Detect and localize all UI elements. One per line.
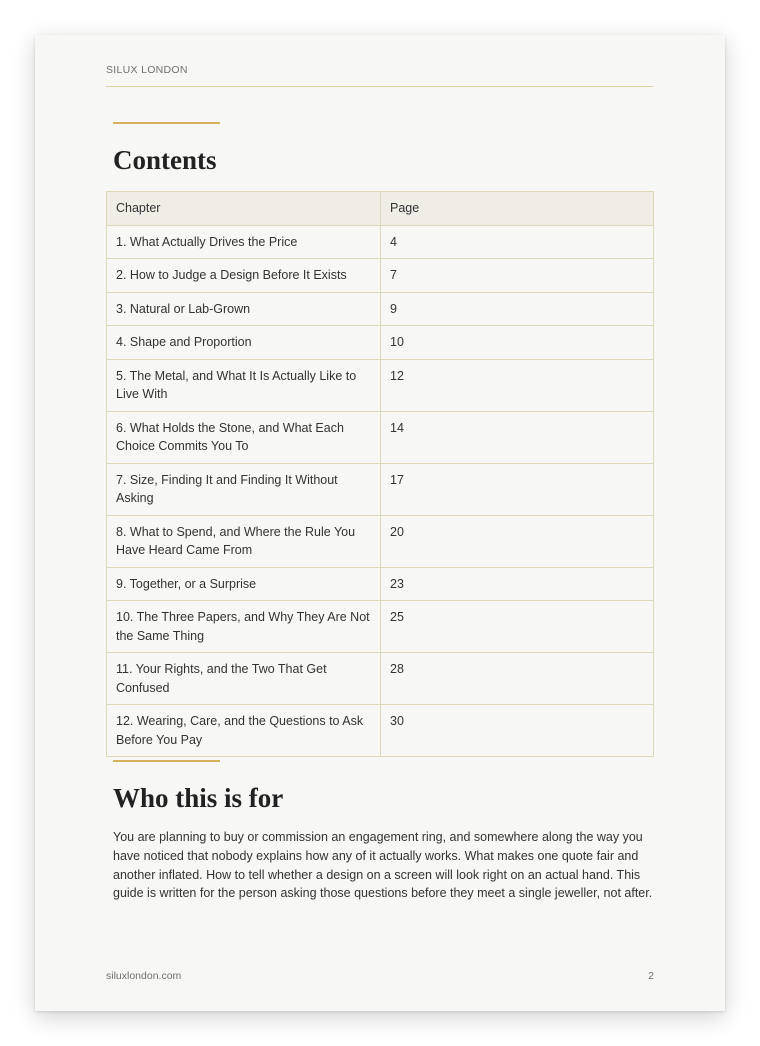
- chapter-title: 5. The Metal, and What It Is Actually Like to Live With: [107, 359, 381, 411]
- chapter-page: 23: [381, 567, 654, 601]
- who-this-is-for-heading: Who this is for: [113, 783, 284, 813]
- table-row: [107, 601, 654, 653]
- footer-website: siluxlondon.com: [106, 970, 182, 982]
- chapter-page: 20: [381, 515, 654, 567]
- table-row: [107, 653, 654, 705]
- table-row: [107, 359, 654, 411]
- table-row: [107, 411, 654, 463]
- contents-table: [106, 191, 654, 757]
- chapter-page: 14: [381, 411, 654, 463]
- column-header-chapter: Chapter: [107, 192, 381, 226]
- table-row: [107, 463, 654, 515]
- chapter-title: 7. Size, Finding It and Finding It Without Asking: [107, 463, 381, 515]
- chapter-title: 8. What to Spend, and Where the Rule You Have Heard Came From: [107, 515, 381, 567]
- page-number: 2: [648, 970, 654, 982]
- chapter-title: 11. Your Rights, and the Two That Get Confused: [107, 653, 381, 705]
- contents-heading: Contents: [113, 145, 217, 175]
- chapter-page: 17: [381, 463, 654, 515]
- contents-table-body: [107, 225, 654, 757]
- table-row: [107, 567, 654, 601]
- chapter-page: 25: [381, 601, 654, 653]
- table-row: [107, 225, 654, 259]
- header-divider: [106, 86, 653, 87]
- chapter-page: 7: [381, 259, 654, 293]
- section-accent-line: [113, 122, 220, 124]
- table-row: [107, 326, 654, 360]
- chapter-title: 10. The Three Papers, and Why They Are Not the Same Thing: [107, 601, 381, 653]
- chapter-page: 28: [381, 653, 654, 705]
- chapter-title: 4. Shape and Proportion: [107, 326, 381, 360]
- chapter-title: 6. What Holds the Stone, and What Each Choice Commits You To: [107, 411, 381, 463]
- chapter-page: 9: [381, 292, 654, 326]
- section-accent-line: [113, 760, 220, 762]
- chapter-page: 10: [381, 326, 654, 360]
- chapter-title: 3. Natural or Lab-Grown: [107, 292, 381, 326]
- table-row: [107, 259, 654, 293]
- chapter-title: 9. Together, or a Surprise: [107, 567, 381, 601]
- chapter-title: 2. How to Judge a Design Before It Exists: [107, 259, 381, 293]
- chapter-title: 1. What Actually Drives the Price: [107, 225, 381, 259]
- intro-paragraph: You are planning to buy or commission an engagement ring, and somewhere along the way you have noticed that nobody explains how any of it actually works. What makes one quote fair and another inflated. How to tell whether a design on a screen will look right on an actual hand. This guide is written for the person asking those questions before they meet a single jeweller, not after.: [113, 830, 653, 901]
- chapter-page: 30: [381, 705, 654, 757]
- chapter-page: 4: [381, 225, 654, 259]
- column-header-page: Page: [381, 192, 654, 226]
- table-row: [107, 292, 654, 326]
- document-page: [35, 35, 725, 1011]
- table-row: [107, 705, 654, 757]
- brand-name: SILUX LONDON: [106, 64, 188, 76]
- table-header-row: [107, 192, 654, 226]
- chapter-title: 12. Wearing, Care, and the Questions to Ask Before You Pay: [107, 705, 381, 757]
- chapter-page: 12: [381, 359, 654, 411]
- table-row: [107, 515, 654, 567]
